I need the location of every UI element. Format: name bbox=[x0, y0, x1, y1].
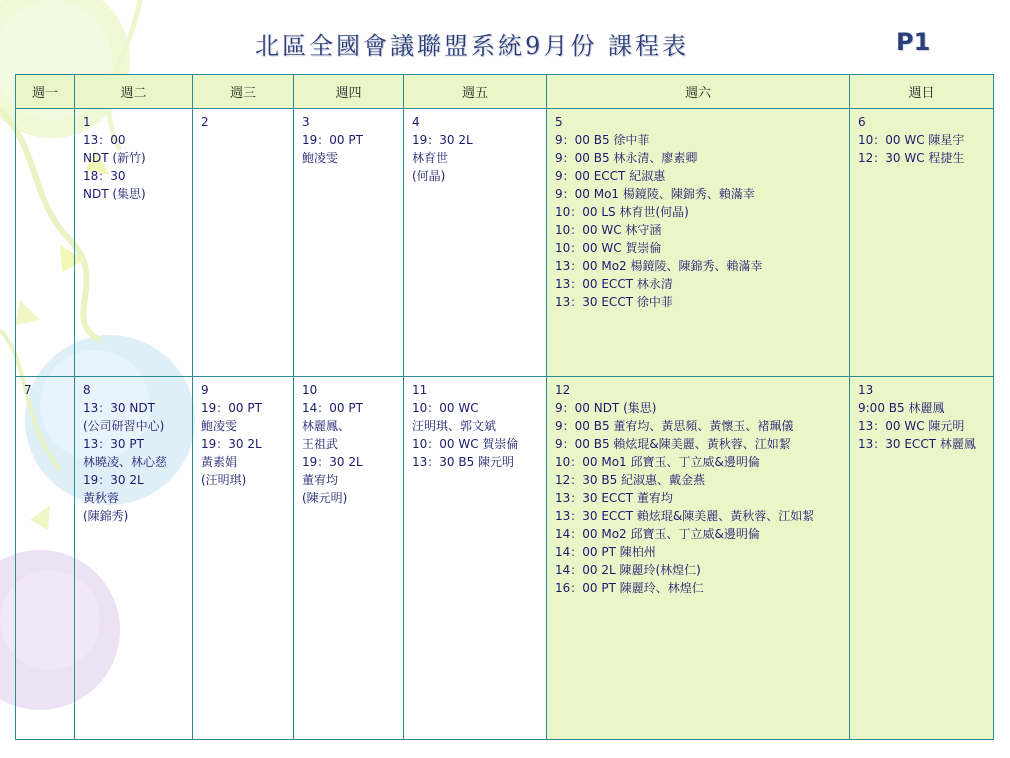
schedule-entry: 9：00 B5 徐中菲 bbox=[555, 133, 650, 147]
header-thu: 週四 bbox=[294, 75, 404, 109]
header-tue: 週二 bbox=[75, 75, 193, 109]
schedule-entry: 10：00 WC 陳星宇 bbox=[858, 133, 965, 147]
schedule-entry: 19：00 PT bbox=[201, 401, 262, 415]
schedule-entry: 13：00 ECCT 林永清 bbox=[555, 277, 673, 291]
schedule-entry: (汪明琪) bbox=[201, 473, 247, 487]
page-number: P1 bbox=[896, 28, 931, 56]
day-cell bbox=[547, 377, 850, 740]
schedule-table bbox=[15, 74, 994, 740]
schedule-entry: 10：00 WC 林守涵 bbox=[555, 223, 662, 237]
schedule-entry: 14：00 2L 陳麗玲(林煌仁) bbox=[555, 563, 701, 577]
schedule-entry: 14：00 PT 陳柏州 bbox=[555, 545, 656, 559]
day-cell bbox=[404, 377, 547, 740]
schedule-entry: 9：00 Mo1 楊鏡陵、陳錦秀、賴滿幸 bbox=[555, 187, 755, 201]
schedule-entry: 9:00 B5 林麗鳳 bbox=[858, 401, 945, 415]
day-cell bbox=[16, 109, 75, 377]
schedule-entry: 王祖武 bbox=[302, 437, 339, 451]
schedule-entry: 18：30 bbox=[83, 169, 126, 183]
schedule-entry: 9：00 B5 林永清、廖素卿 bbox=[555, 151, 698, 165]
schedule-entry: 14：00 Mo2 邱寶玉、丁立威&邊明倫 bbox=[555, 527, 760, 541]
schedule-entry: 12：30 B5 紀淑惠、戴金燕 bbox=[555, 473, 706, 487]
date-number: 1 bbox=[83, 115, 91, 129]
page-title: 北區全國會議聯盟系統9月份 課程表 bbox=[255, 32, 689, 60]
schedule-entry: 13：00 WC 陳元明 bbox=[858, 419, 965, 433]
schedule-entry: 13：30 B5 陳元明 bbox=[412, 455, 515, 469]
day-cell bbox=[294, 109, 404, 377]
header-sat: 週六 bbox=[547, 75, 850, 109]
day-cell bbox=[193, 109, 294, 377]
date-number: 4 bbox=[412, 115, 420, 129]
schedule-entry: 汪明琪、郭文斌 bbox=[412, 419, 497, 433]
schedule-entry: 13：30 ECCT 董宥均 bbox=[555, 491, 673, 505]
date-number: 3 bbox=[302, 115, 310, 129]
day-header-row bbox=[16, 75, 994, 109]
date-number: 12 bbox=[555, 383, 571, 397]
schedule-entry: 13：30 ECCT 林麗鳳 bbox=[858, 437, 976, 451]
schedule-entry: (陳元明) bbox=[302, 491, 348, 505]
schedule-entry: 19：30 2L bbox=[83, 473, 144, 487]
schedule-entry: 16：00 PT 陳麗玲、林煌仁 bbox=[555, 581, 704, 595]
schedule-entry: 19：00 PT bbox=[302, 133, 363, 147]
schedule-entry: 董宥均 bbox=[302, 473, 339, 487]
date-number: 8 bbox=[83, 383, 91, 397]
schedule-entry: 13：00 bbox=[83, 133, 126, 147]
day-cell bbox=[193, 377, 294, 740]
schedule-entry: (何晶) bbox=[412, 169, 446, 183]
date-number: 11 bbox=[412, 383, 428, 397]
schedule-entry: 12：30 WC 程捷生 bbox=[858, 151, 965, 165]
schedule-entry: 19：30 2L bbox=[412, 133, 473, 147]
day-cell bbox=[294, 377, 404, 740]
day-cell bbox=[850, 109, 994, 377]
date-number: 10 bbox=[302, 383, 318, 397]
schedule-entry: 13：30 ECCT 賴炫琨&陳美麗、黃秋蓉、江如絜 bbox=[555, 509, 815, 523]
header-fri: 週五 bbox=[404, 75, 547, 109]
schedule-entry: (公司研習中心) bbox=[83, 419, 165, 433]
date-number: 6 bbox=[858, 115, 866, 129]
schedule-entry: 14：00 PT bbox=[302, 401, 363, 415]
day-cell bbox=[75, 377, 193, 740]
schedule-entry: 9：00 NDT (集思) bbox=[555, 401, 657, 415]
header-sun: 週日 bbox=[850, 75, 994, 109]
day-cell bbox=[850, 377, 994, 740]
schedule-entry: 13：30 NDT bbox=[83, 401, 155, 415]
schedule-entry: 10：00 WC 賀崇倫 bbox=[555, 241, 662, 255]
schedule-entry: 林育世 bbox=[412, 151, 449, 165]
schedule-entry: 10：00 WC bbox=[412, 401, 479, 415]
schedule-entry: 13：00 Mo2 楊鏡陵、陳錦秀、賴滿幸 bbox=[555, 259, 763, 273]
week-row-1 bbox=[16, 109, 994, 377]
schedule-entry: 9：00 B5 董宥均、黃思頻、黃懷玉、褚珮儀 bbox=[555, 419, 794, 433]
day-cell bbox=[404, 109, 547, 377]
day-cell bbox=[75, 109, 193, 377]
header-mon: 週一 bbox=[16, 75, 75, 109]
header-wed: 週三 bbox=[193, 75, 294, 109]
schedule-entry: 10：00 LS 林育世(何晶) bbox=[555, 205, 689, 219]
schedule-entry: NDT (新竹) bbox=[83, 151, 146, 165]
schedule-entry: 鮑凌雯 bbox=[201, 419, 238, 433]
schedule-entry: 林曉凌、林心慈 bbox=[83, 455, 168, 469]
schedule-entry: 9：00 B5 賴炫琨&陳美麗、黃秋蓉、江如絜 bbox=[555, 437, 791, 451]
schedule-entry: NDT (集思) bbox=[83, 187, 146, 201]
date-number: 5 bbox=[555, 115, 563, 129]
schedule-entry: 10：00 Mo1 邱寶玉、丁立威&邊明倫 bbox=[555, 455, 760, 469]
schedule-entry: 13：30 PT bbox=[83, 437, 144, 451]
date-number: 2 bbox=[201, 115, 209, 129]
schedule-entry: 19：30 2L bbox=[302, 455, 363, 469]
schedule-entry: 10：00 WC 賀崇倫 bbox=[412, 437, 519, 451]
schedule-entry: 9：00 ECCT 紀淑惠 bbox=[555, 169, 666, 183]
schedule-entry: 鮑凌雯 bbox=[302, 151, 339, 165]
schedule-entry: 黃秋蓉 bbox=[83, 491, 120, 505]
date-number: 13 bbox=[858, 383, 874, 397]
schedule-entry: 19：30 2L bbox=[201, 437, 262, 451]
schedule-entry: 林麗鳳、 bbox=[302, 419, 351, 433]
day-cell bbox=[547, 109, 850, 377]
day-cell bbox=[16, 377, 75, 740]
schedule-entry: 13：30 ECCT 徐中菲 bbox=[555, 295, 673, 309]
schedule-entry: 黃素娟 bbox=[201, 455, 238, 469]
schedule-entry: (陳錦秀) bbox=[83, 509, 129, 523]
date-number: 7 bbox=[24, 383, 32, 397]
week-row-2 bbox=[16, 377, 994, 740]
date-number: 9 bbox=[201, 383, 209, 397]
